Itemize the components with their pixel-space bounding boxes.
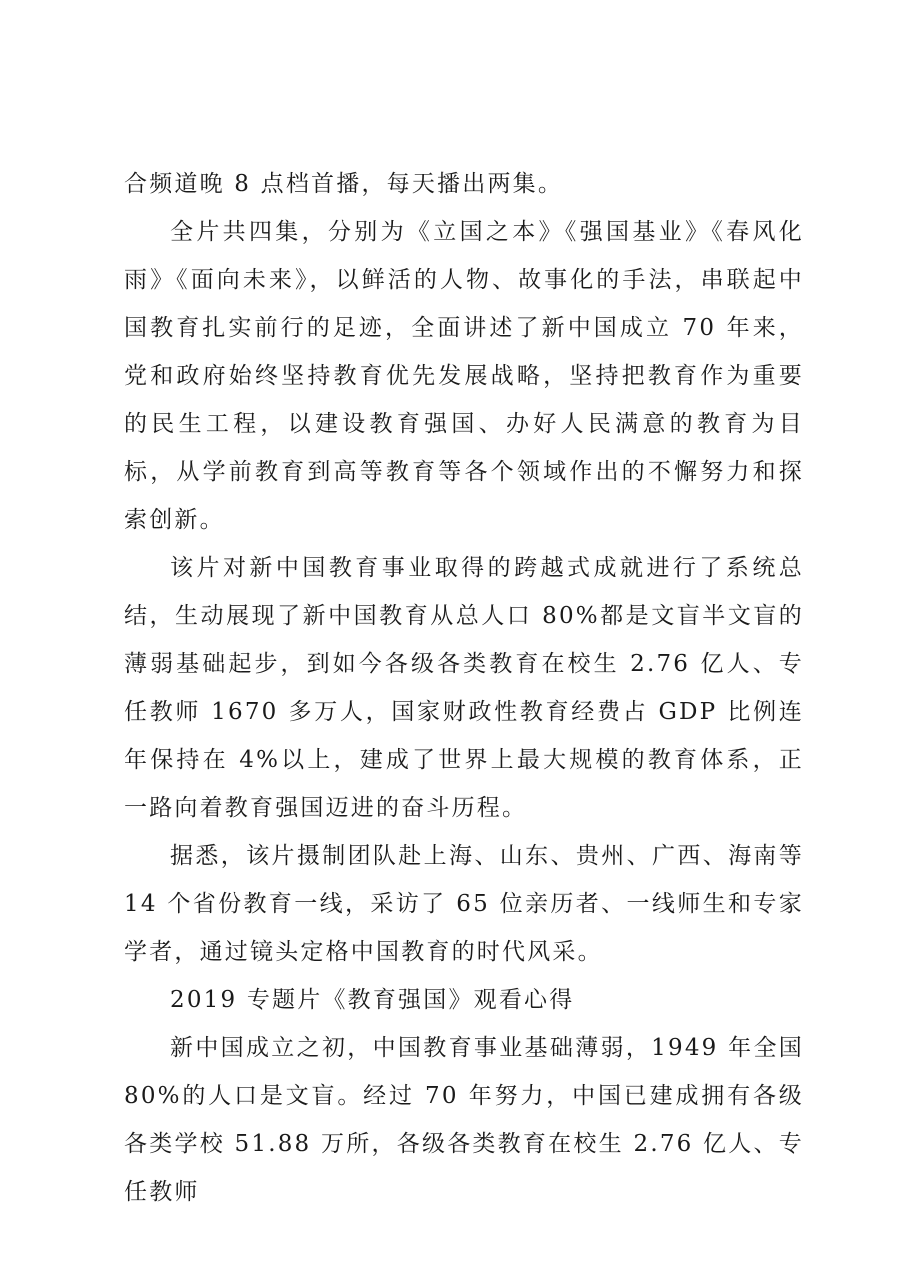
paragraph-history: 新中国成立之初，中国教育事业基础薄弱，1949 年全国 80%的人口是文盲。经过 70 年努力，中国已建成拥有各级各类学校 51.88 万所，各级各类教育在校生 2.76 亿人、专任教师 [124, 1035, 804, 1205]
document-body [124, 160, 804, 1216]
paragraph-achievements: 该片对新中国教育事业取得的跨越式成就进行了系统总结，生动展现了新中国教育从总人口 80%都是文盲半文盲的薄弱基础起步，到如今各级各类教育在校生 2.76 亿人、专任教师 1670 多万人，国家财政性教育经费占 GDP 比例连年保持在 4%以上，建成了世界上最大规模的教育体系，正一路向着教育强国迈进的奋斗历程。 [124, 555, 804, 821]
paragraph-series-overview: 全片共四集，分别为《立国之本》《强国基业》《春风化雨》《面向未来》，以鲜活的人物、故事化的手法，串联起中国教育扎实前行的足迹，全面讲述了新中国成立 70 年来，党和政府始终坚持教育优先发展战略，坚持把教育作为重要的民生工程，以建设教育强国、办好人民满意的教育为目标，从学前教育到高等教育等各个领域作出的不懈努力和探索创新。 [124, 219, 804, 533]
paragraph-continuation: 合频道晚 8 点档首播，每天播出两集。 [124, 171, 564, 197]
section-heading: 2019 专题片《教育强国》观看心得 [170, 987, 575, 1013]
paragraph-filming-team: 据悉，该片摄制团队赴上海、山东、贵州、广西、海南等 14 个省份教育一线，采访了 65 位亲历者、一线师生和专家学者，通过镜头定格中国教育的时代风采。 [124, 843, 804, 965]
